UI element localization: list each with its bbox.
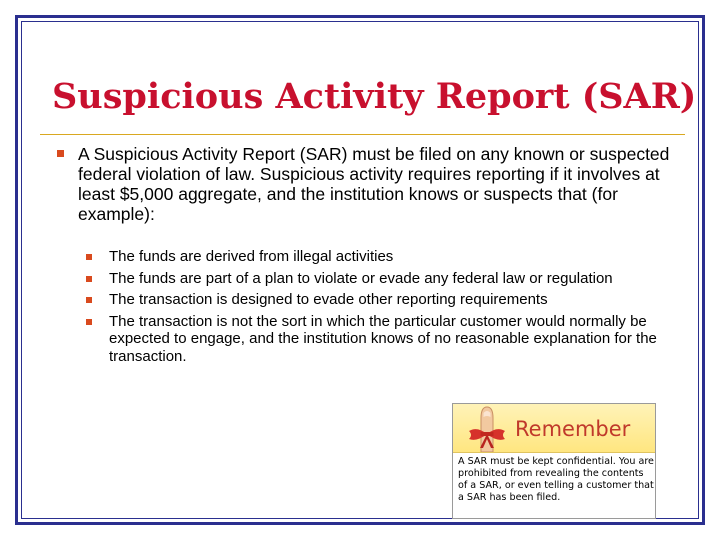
sub-bullet-item	[86, 248, 676, 266]
square-bullet-icon	[86, 254, 92, 260]
sub-bullet-text: The transaction is designed to evade other reporting requirements	[109, 291, 548, 308]
sub-bullet-item	[86, 313, 676, 366]
remember-callout	[452, 403, 656, 519]
callout-heading: Remember	[515, 417, 631, 441]
sub-bullet-text: The transaction is not the sort in which the particular customer would normally be expected to engage, and the institution knows of no reasonable explanation for the transaction.	[109, 312, 657, 365]
callout-header	[453, 404, 655, 453]
square-bullet-icon	[86, 319, 92, 325]
sub-bullet-item	[86, 270, 676, 288]
sub-bullet-text: The funds are derived from illegal activities	[109, 248, 394, 265]
sub-bullet-item	[86, 291, 676, 309]
title-divider	[40, 134, 685, 135]
square-bullet-icon	[57, 150, 64, 157]
square-bullet-icon	[86, 297, 92, 303]
square-bullet-icon	[86, 276, 92, 282]
sub-bullet-list	[86, 248, 676, 365]
slide-body	[53, 144, 693, 369]
sub-bullet-text: The funds are part of a plan to violate or evade any federal law or regulation	[109, 269, 613, 287]
slide-title: Suspicious Activity Report (SAR)	[52, 76, 697, 117]
main-bullet-text: A Suspicious Activity Report (SAR) must be filed on any known or suspected federal violation of law. Suspicious activity requires reporting if it involves at least $5,000 aggregate, and the institution knows or suspects that (for example):	[78, 144, 670, 224]
callout-text: A SAR must be kept confidential. You are prohibited from revealing the contents of a SAR, or even telling a customer that a SAR has been filed.	[458, 456, 654, 503]
finger-with-ribbon-icon	[461, 404, 509, 452]
main-bullet-item	[53, 144, 693, 224]
